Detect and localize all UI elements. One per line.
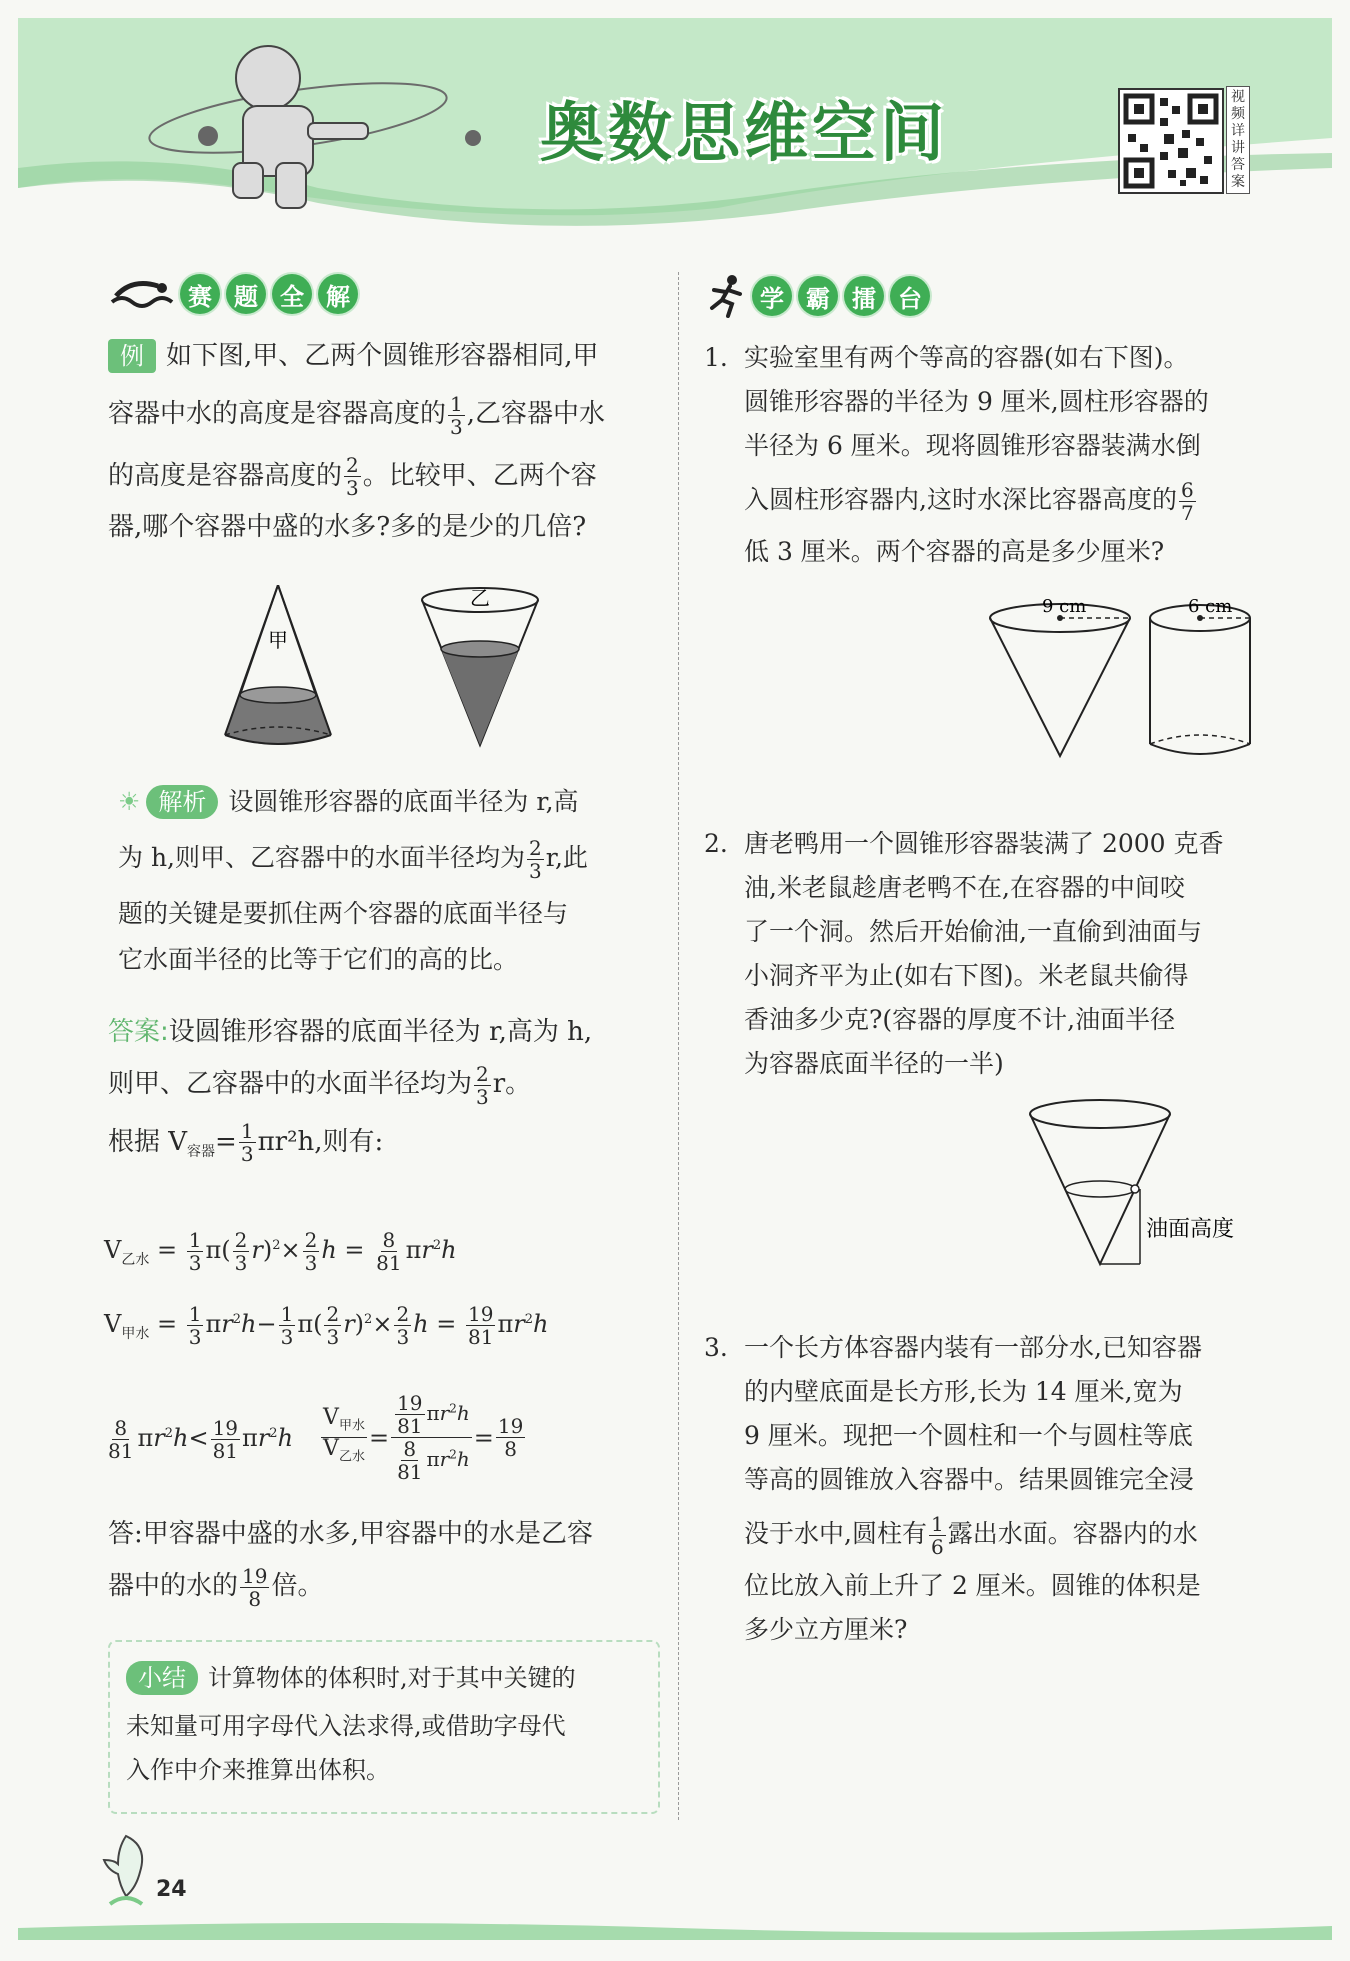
summary-block xyxy=(126,1656,646,1792)
fraction: $\frac{19}{81}$ xyxy=(468,1302,494,1349)
example-block xyxy=(108,334,668,549)
question-line: 唐老鸭用一个圆锥形容器装满了 2000 克香 xyxy=(744,829,1224,858)
dolphin-icon xyxy=(96,1830,156,1910)
summary-line: 计算物体的体积时,对于其中关键的 xyxy=(208,1664,576,1692)
question-line: 位比放入前上升了 2 厘米。圆锥的体积是 xyxy=(744,1571,1201,1600)
section-title-char: 题 xyxy=(226,274,266,314)
answer-line: = xyxy=(215,1126,237,1157)
example-tag: 例 xyxy=(108,339,156,373)
example-line: 的高度是容器高度的 xyxy=(108,460,343,491)
question-line: 没于水中,圆柱有 xyxy=(744,1519,927,1548)
q2-figure xyxy=(1028,1092,1268,1272)
example-line: 容器中水的高度是容器高度的 xyxy=(108,399,447,429)
fraction: $\frac{1}{6}$ xyxy=(930,1512,944,1559)
question-line: 9 厘米。现把一个圆柱和一个与圆柱等底 xyxy=(744,1421,1193,1450)
question-line: 圆锥形容器的半径为 9 厘米,圆柱形容器的 xyxy=(744,387,1209,416)
answer-line: 设圆锥形容器的底面半径为 r,高为 h, xyxy=(168,1017,593,1047)
cone-radius-label: 9 cm xyxy=(1042,596,1087,617)
column-divider xyxy=(678,272,679,1820)
question-line: 低 3 厘米。两个容器的高是多少厘米? xyxy=(744,537,1165,566)
answer-label: 答案: xyxy=(108,1017,169,1047)
question-line: 入圆柱形容器内,这时水深比容器高度的 xyxy=(744,485,1177,514)
analysis-tag: 解析 xyxy=(146,785,218,819)
question-line: 多少立方厘米? xyxy=(744,1615,908,1644)
qr-code[interactable] xyxy=(1118,88,1224,194)
conclusion-line: 器中的水的 xyxy=(108,1571,239,1601)
question-line: 一个长方体容器内装有一部分水,已知容器 xyxy=(744,1333,1202,1362)
example-line: 如下图,甲、乙两个圆锥形容器相同,甲 xyxy=(166,341,599,371)
question-1 xyxy=(704,336,1274,574)
section-title-char: 霸 xyxy=(798,276,838,316)
section-title-char: 解 xyxy=(318,274,358,314)
cylinder-radius-label: 6 cm xyxy=(1188,596,1233,617)
footer-band xyxy=(18,1918,1332,1940)
lightbulb-icon: ☀ xyxy=(118,787,141,816)
subscript: 容器 xyxy=(187,1143,216,1160)
cone-figures xyxy=(210,585,550,755)
cone-label-jia: 甲 xyxy=(268,628,288,652)
section-header-challenge xyxy=(706,274,930,318)
question-line: 露出水面。容器内的水 xyxy=(947,1519,1198,1548)
answer-line: r。 xyxy=(492,1069,532,1099)
question-line: 的内壁底面是长方形,长为 14 厘米,宽为 xyxy=(744,1377,1183,1406)
analysis-line: r,此 xyxy=(545,843,588,872)
section-header-competition xyxy=(108,274,358,314)
question-line: 为容器底面半径的一半) xyxy=(744,1049,1004,1078)
fraction: $\frac{6}{7}$ xyxy=(1180,478,1194,525)
section-title-char: 擂 xyxy=(844,276,884,316)
answer-line: πr²h,则有: xyxy=(257,1126,384,1157)
page-number: 24 xyxy=(156,1877,187,1902)
question-line: 实验室里有两个等高的容器(如右下图)。 xyxy=(744,343,1189,372)
question-number: 2. xyxy=(704,829,728,858)
analysis-block xyxy=(118,780,658,982)
fraction: $\frac{1}{3}$ xyxy=(240,1119,254,1166)
section-title-char: 台 xyxy=(890,276,930,316)
answer-block xyxy=(108,1010,668,1174)
question-2 xyxy=(704,822,1274,1086)
analysis-line: 设圆锥形容器的底面半径为 r,高 xyxy=(228,787,579,816)
question-line: 油,米老鼠趁唐老鸭不在,在容器的中间咬 xyxy=(744,873,1185,902)
oil-height-label: 油面高度 xyxy=(1146,1217,1235,1242)
fraction: $\frac{2}{3}$ xyxy=(346,453,359,500)
qr-caption: 视频详讲答案 xyxy=(1226,86,1250,194)
cone-label-yi: 乙 xyxy=(470,586,490,610)
fraction: $\frac{2}{3}$ xyxy=(476,1061,489,1109)
summary-line: 未知量可用字母代入法求得,或借助字母代 xyxy=(126,1712,566,1740)
question-line: 半径为 6 厘米。现将圆锥形容器装满水倒 xyxy=(744,431,1201,460)
question-line: 了一个洞。然后开始偷油,一直偷到油面与 xyxy=(744,917,1202,946)
summary-tag: 小结 xyxy=(126,1661,198,1695)
q1-figure xyxy=(980,596,1260,766)
analysis-line: 题的关键是要抓住两个容器的底面半径与 xyxy=(118,899,569,928)
formula-v-yi: $V_{乙水}$ = $\frac{1}{3}$ π( $\frac{2}{3}$ r)$^2$× $\frac{2}{3}$ h = $\frac{8}{81}$ $\pi r^2h$ xyxy=(104,1228,457,1275)
example-line: ,乙容器中水 xyxy=(466,399,606,429)
runner-icon xyxy=(706,274,746,318)
formula-comparison: $\frac{8}{81}$ $\pi r^2h<$ $\frac{19}{81}$ $\pi r^2h$ $\frac{V_{甲水}}{V_{乙水}}$ = $\frac{19}{81}$ $\pi r^2h$ $\frac{8}{81}$ $\pi r^2h$ = $\frac{19}{8}$ xyxy=(108,1391,524,1484)
section-title-char: 学 xyxy=(752,276,792,316)
section-title-char: 赛 xyxy=(180,274,220,314)
answer-line: 根据 V xyxy=(108,1126,188,1157)
fraction: $\frac{19}{8}$ xyxy=(497,1414,524,1461)
summary-line: 入作中介来推算出体积。 xyxy=(126,1756,390,1784)
question-number: 3. xyxy=(704,1333,728,1362)
question-number: 1. xyxy=(704,343,728,372)
question-3 xyxy=(704,1326,1274,1652)
example-line: 。比较甲、乙两个容 xyxy=(362,460,597,491)
formula-v-jia: $V_{甲水}$ = $\frac{1}{3}$ $\pi r^2h-$ $\frac{1}{3}$ π( $\frac{2}{3}$ r)$^2$× $\frac{2}{3}$ h = $\frac{19}{81}$ $\pi r^2h$ xyxy=(104,1302,549,1349)
answer-line: 则甲、乙容器中的水面半径均为 xyxy=(108,1069,473,1099)
fraction: $\frac{2}{3}$ xyxy=(529,836,542,883)
example-line: 器,哪个容器中盛的水多?多的是少的几倍? xyxy=(108,512,587,542)
fraction: $\frac{19}{8}$ xyxy=(242,1563,268,1611)
analysis-line: 它水面半径的比等于它们的高的比。 xyxy=(118,945,519,974)
conclusion-line: 答:甲容器中盛的水多,甲容器中的水是乙容 xyxy=(108,1519,594,1549)
analysis-line: 为 h,则甲、乙容器中的水面半径均为 xyxy=(118,843,525,872)
section-title-char: 全 xyxy=(272,274,312,314)
swimmer-icon xyxy=(108,274,174,314)
page-title: 奥数思维空间 xyxy=(540,97,948,171)
question-line: 等高的圆锥放入容器中。结果圆锥完全浸 xyxy=(744,1465,1195,1494)
conclusion-line: 倍。 xyxy=(271,1571,324,1601)
question-line: 小洞齐平为止(如右下图)。米老鼠共偷得 xyxy=(744,961,1189,990)
conclusion-block xyxy=(108,1512,668,1610)
fraction: $\frac{8}{81}$ xyxy=(376,1228,402,1275)
question-line: 香油多少克?(容器的厚度不计,油面半径 xyxy=(744,1005,1176,1034)
fraction: $\frac{1}{3}$ xyxy=(450,391,463,439)
